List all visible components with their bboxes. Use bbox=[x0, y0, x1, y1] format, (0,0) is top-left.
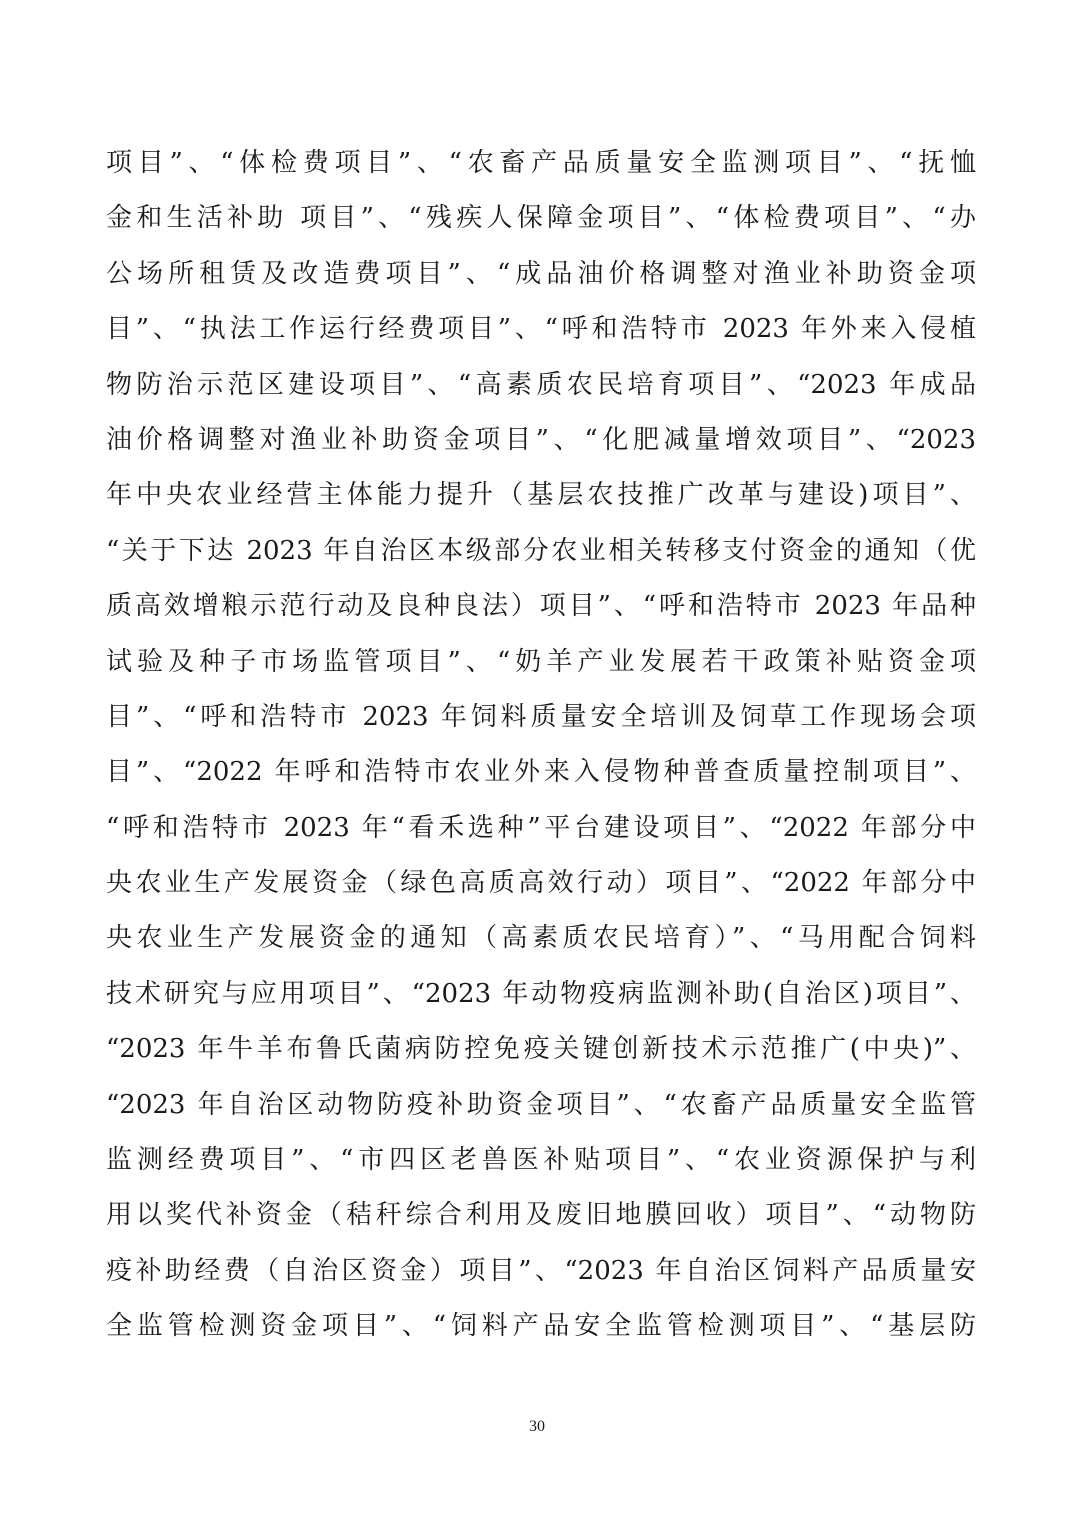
text-line: 用以奖代补资金（秸秆综合利用及废旧地膜回收）项目”、“动物防 bbox=[106, 1200, 976, 1231]
text-line: 央农业生产发展资金（绿色高质高效行动）项目”、“2022 年部分中 bbox=[106, 868, 976, 899]
text-line: “关于下达 2023 年自治区本级部分农业相关转移支付资金的通知（优 bbox=[106, 535, 976, 566]
text-line: “2023 年自治区动物防疫补助资金项目”、“农畜产品质量安全监管 bbox=[106, 1089, 976, 1120]
text-line: 央农业生产发展资金的通知（高素质农民培育）”、“马用配合饲料 bbox=[106, 923, 976, 954]
text-line: 试验及种子市场监管项目”、“奶羊产业发展若干政策补贴资金项 bbox=[106, 646, 976, 677]
text-line: 监测经费项目”、“市四区老兽医补贴项目”、“农业资源保护与利 bbox=[106, 1145, 976, 1176]
page-number: 30 bbox=[529, 1418, 545, 1435]
text-line: 物防治示范区建设项目”、“高素质农民培育项目”、“2023 年成品 bbox=[106, 369, 976, 400]
text-line: 技术研究与应用项目”、“2023 年动物疫病监测补助(自治区)项目”、 bbox=[106, 978, 976, 1009]
text-line: 公场所租赁及改造费项目”、“成品油价格调整对渔业补助资金项 bbox=[106, 258, 976, 289]
text-line: “2023 年牛羊布鲁氏菌病防控免疫关键创新技术示范推广(中央)”、 bbox=[106, 1034, 976, 1065]
text-line: 目”、“2022 年呼和浩特市农业外来入侵物种普查质量控制项目”、 bbox=[106, 757, 976, 788]
text-line: 金和生活补助 项目”、“残疾人保障金项目”、“体检费项目”、“办 bbox=[106, 203, 976, 234]
text-line: 目”、“呼和浩特市 2023 年饲料质量安全培训及饲草工作现场会项 bbox=[106, 701, 976, 732]
text-line: 质高效增粮示范行动及良种良法）项目”、“呼和浩特市 2023 年品种 bbox=[106, 591, 976, 622]
text-line: “呼和浩特市 2023 年“看禾选种”平台建设项目”、“2022 年部分中 bbox=[106, 812, 976, 843]
body-text bbox=[106, 136, 976, 1355]
text-line: 全监管检测资金项目”、“饲料产品安全监管检测项目”、“基层防 bbox=[106, 1311, 976, 1342]
text-line: 目”、“执法工作运行经费项目”、“呼和浩特市 2023 年外来入侵植 bbox=[106, 314, 976, 345]
text-line: 年中央农业经营主体能力提升（基层农技推广改革与建设)项目”、 bbox=[106, 480, 976, 511]
text-line: 疫补助经费（自治区资金）项目”、“2023 年自治区饲料产品质量安 bbox=[106, 1255, 976, 1286]
text-line: 项目”、“体检费项目”、“农畜产品质量安全监测项目”、“抚恤 bbox=[106, 148, 976, 178]
text-line: 油价格调整对渔业补助资金项目”、“化肥减量增效项目”、“2023 bbox=[106, 424, 976, 455]
